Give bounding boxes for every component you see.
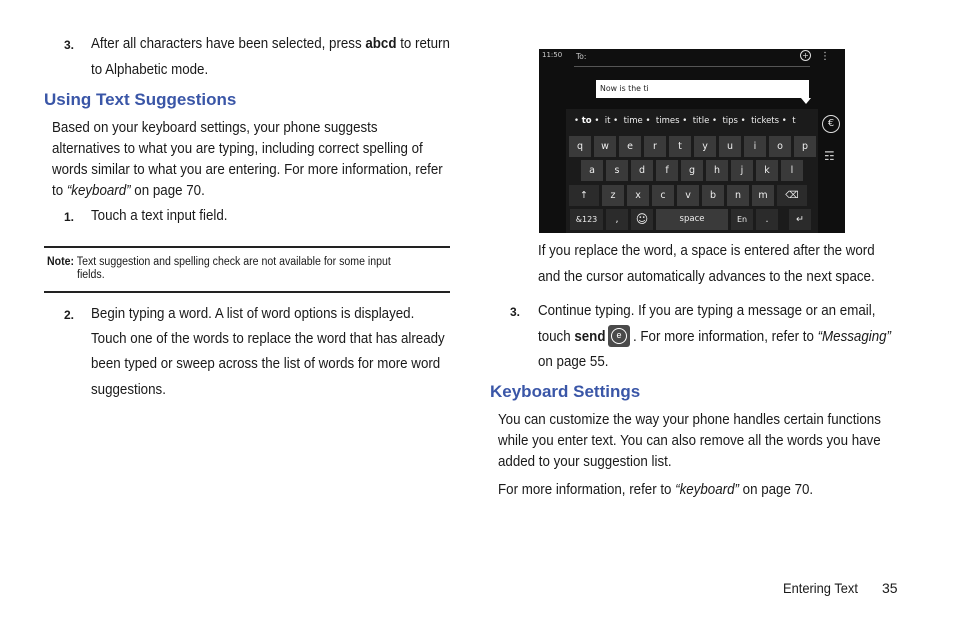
- paragraph-line: while you enter text. You can also remove all the words you have: [498, 433, 881, 449]
- key-period[interactable]: .: [756, 209, 778, 230]
- step-number: 2.: [64, 308, 75, 322]
- ref-text: to: [52, 183, 67, 199]
- paragraph-line: words similar to what you are entering. For more information, refer: [52, 162, 443, 178]
- step-text: [538, 327, 605, 348]
- note-label: Note:: [47, 256, 75, 268]
- step-text: [633, 327, 891, 348]
- emoji-icon[interactable]: ☺: [631, 209, 653, 230]
- page-number: 35: [882, 580, 898, 596]
- ref-text: on page 70.: [738, 482, 814, 498]
- paragraph-line: You can customize the way your phone handles certain functions: [498, 412, 881, 428]
- key-shift[interactable]: ↑: [569, 185, 599, 206]
- step-text-line2: to Alphabetic mode.: [91, 62, 209, 78]
- messaging-reference: “Messaging”: [817, 329, 892, 345]
- step-number: 1.: [64, 210, 75, 224]
- key-j[interactable]: j: [731, 160, 753, 181]
- paragraph-line: added to your suggestion list.: [498, 454, 672, 470]
- keyboard-reference: “keyboard”: [66, 183, 131, 199]
- key-t[interactable]: t: [669, 136, 691, 157]
- note-top-rule: [44, 246, 450, 248]
- step-number: 3.: [510, 305, 521, 319]
- paragraph-line: [52, 181, 205, 202]
- key-h[interactable]: h: [706, 160, 728, 181]
- suggestion-item[interactable]: times: [655, 116, 680, 126]
- key-i[interactable]: i: [744, 136, 766, 157]
- key-s[interactable]: s: [606, 160, 628, 181]
- key-d[interactable]: d: [631, 160, 653, 181]
- key-y[interactable]: y: [694, 136, 716, 157]
- key-w[interactable]: w: [594, 136, 616, 157]
- step-text: suggestions.: [91, 382, 166, 398]
- footer-section: Entering Text: [783, 580, 858, 596]
- key-f[interactable]: f: [656, 160, 678, 181]
- key-m[interactable]: m: [752, 185, 774, 206]
- note: [47, 256, 391, 269]
- key-space[interactable]: space: [656, 209, 728, 230]
- suggestion-item[interactable]: tickets: [751, 116, 780, 126]
- key-z[interactable]: z: [602, 185, 624, 206]
- phone-screenshot: [539, 49, 845, 233]
- key-c[interactable]: c: [652, 185, 674, 206]
- message-bubble-tail: [801, 98, 811, 104]
- paragraph-line: alternatives to what you are typing, including correct spelling of: [52, 141, 423, 157]
- message-input[interactable]: Now is the ti: [596, 80, 809, 98]
- step-text-part: touch: [538, 329, 575, 345]
- send-icon: e: [608, 325, 630, 347]
- key-k[interactable]: k: [756, 160, 778, 181]
- section-heading: Keyboard Settings: [490, 382, 641, 401]
- add-recipient-icon[interactable]: +: [800, 50, 811, 61]
- enter-icon[interactable]: ↵: [789, 209, 811, 230]
- key-p[interactable]: p: [794, 136, 816, 157]
- step-text: on page 55.: [538, 354, 609, 370]
- key-n[interactable]: n: [727, 185, 749, 206]
- key-g[interactable]: g: [681, 160, 703, 181]
- ref-text: For more information, refer to: [498, 482, 676, 498]
- paragraph-line: Based on your keyboard settings, your phone suggests: [52, 120, 378, 136]
- note-bottom-rule: [44, 291, 450, 293]
- suggestion-item[interactable]: t: [792, 116, 796, 126]
- key-u[interactable]: u: [719, 136, 741, 157]
- suggestion-item[interactable]: time: [623, 116, 643, 126]
- note-text: Text suggestion and spelling check are not available for some input: [76, 256, 391, 268]
- paragraph-line: and the cursor automatically advances to the next space.: [538, 269, 875, 285]
- key-v[interactable]: v: [677, 185, 699, 206]
- key-language[interactable]: En: [731, 209, 753, 230]
- more-options-icon[interactable]: ⋮: [820, 51, 830, 62]
- paragraph-line: [498, 480, 813, 501]
- key-l[interactable]: l: [781, 160, 803, 181]
- to-field-underline: [574, 66, 810, 67]
- key-q[interactable]: q: [569, 136, 591, 157]
- currency-icon[interactable]: €: [822, 115, 840, 133]
- step-text: Touch one of the words to replace the word that has already: [91, 331, 445, 347]
- send-label: send: [574, 329, 606, 345]
- key-b[interactable]: b: [702, 185, 724, 206]
- suggestion-item[interactable]: to: [581, 116, 592, 126]
- suggestion-item[interactable]: it: [604, 116, 611, 126]
- step-text: Begin typing a word. A list of word options is displayed.: [91, 306, 415, 322]
- suggestion-bar[interactable]: • to • it • time • times • title • tips • tickets • t: [574, 116, 796, 126]
- ref-text: on page 70.: [130, 183, 205, 199]
- key-backspace[interactable]: ⌫: [777, 185, 807, 206]
- chat-icon[interactable]: ☶: [824, 149, 835, 163]
- to-field-label: To:: [576, 52, 587, 61]
- section-heading: Using Text Suggestions: [44, 90, 237, 109]
- key-comma[interactable]: ,: [606, 209, 628, 230]
- key-r[interactable]: r: [644, 136, 666, 157]
- step-text: been typed or sweep across the list of words for more word: [91, 356, 441, 372]
- step-text-part: After all characters have been selected, press: [91, 36, 366, 52]
- key-x[interactable]: x: [627, 185, 649, 206]
- status-time: 11:50: [542, 51, 563, 59]
- step-text-part: . For more information, refer to: [633, 329, 818, 345]
- keyboard-reference: “keyboard”: [675, 482, 739, 498]
- step-text: Continue typing. If you are typing a message or an email,: [538, 303, 876, 319]
- suggestion-item[interactable]: title: [692, 116, 710, 126]
- abcd-key-label: abcd: [365, 36, 397, 52]
- step-text: Touch a text input field.: [91, 208, 228, 224]
- key-numbers[interactable]: &123: [570, 209, 603, 230]
- key-a[interactable]: a: [581, 160, 603, 181]
- step-text-part: to return: [396, 36, 450, 52]
- step-number: 3.: [64, 38, 75, 52]
- key-e[interactable]: e: [619, 136, 641, 157]
- key-o[interactable]: o: [769, 136, 791, 157]
- paragraph-line: If you replace the word, a space is entered after the word: [538, 243, 875, 259]
- suggestion-item[interactable]: tips: [722, 116, 738, 126]
- note-text-line2: fields.: [77, 269, 105, 281]
- step-text: [91, 34, 450, 55]
